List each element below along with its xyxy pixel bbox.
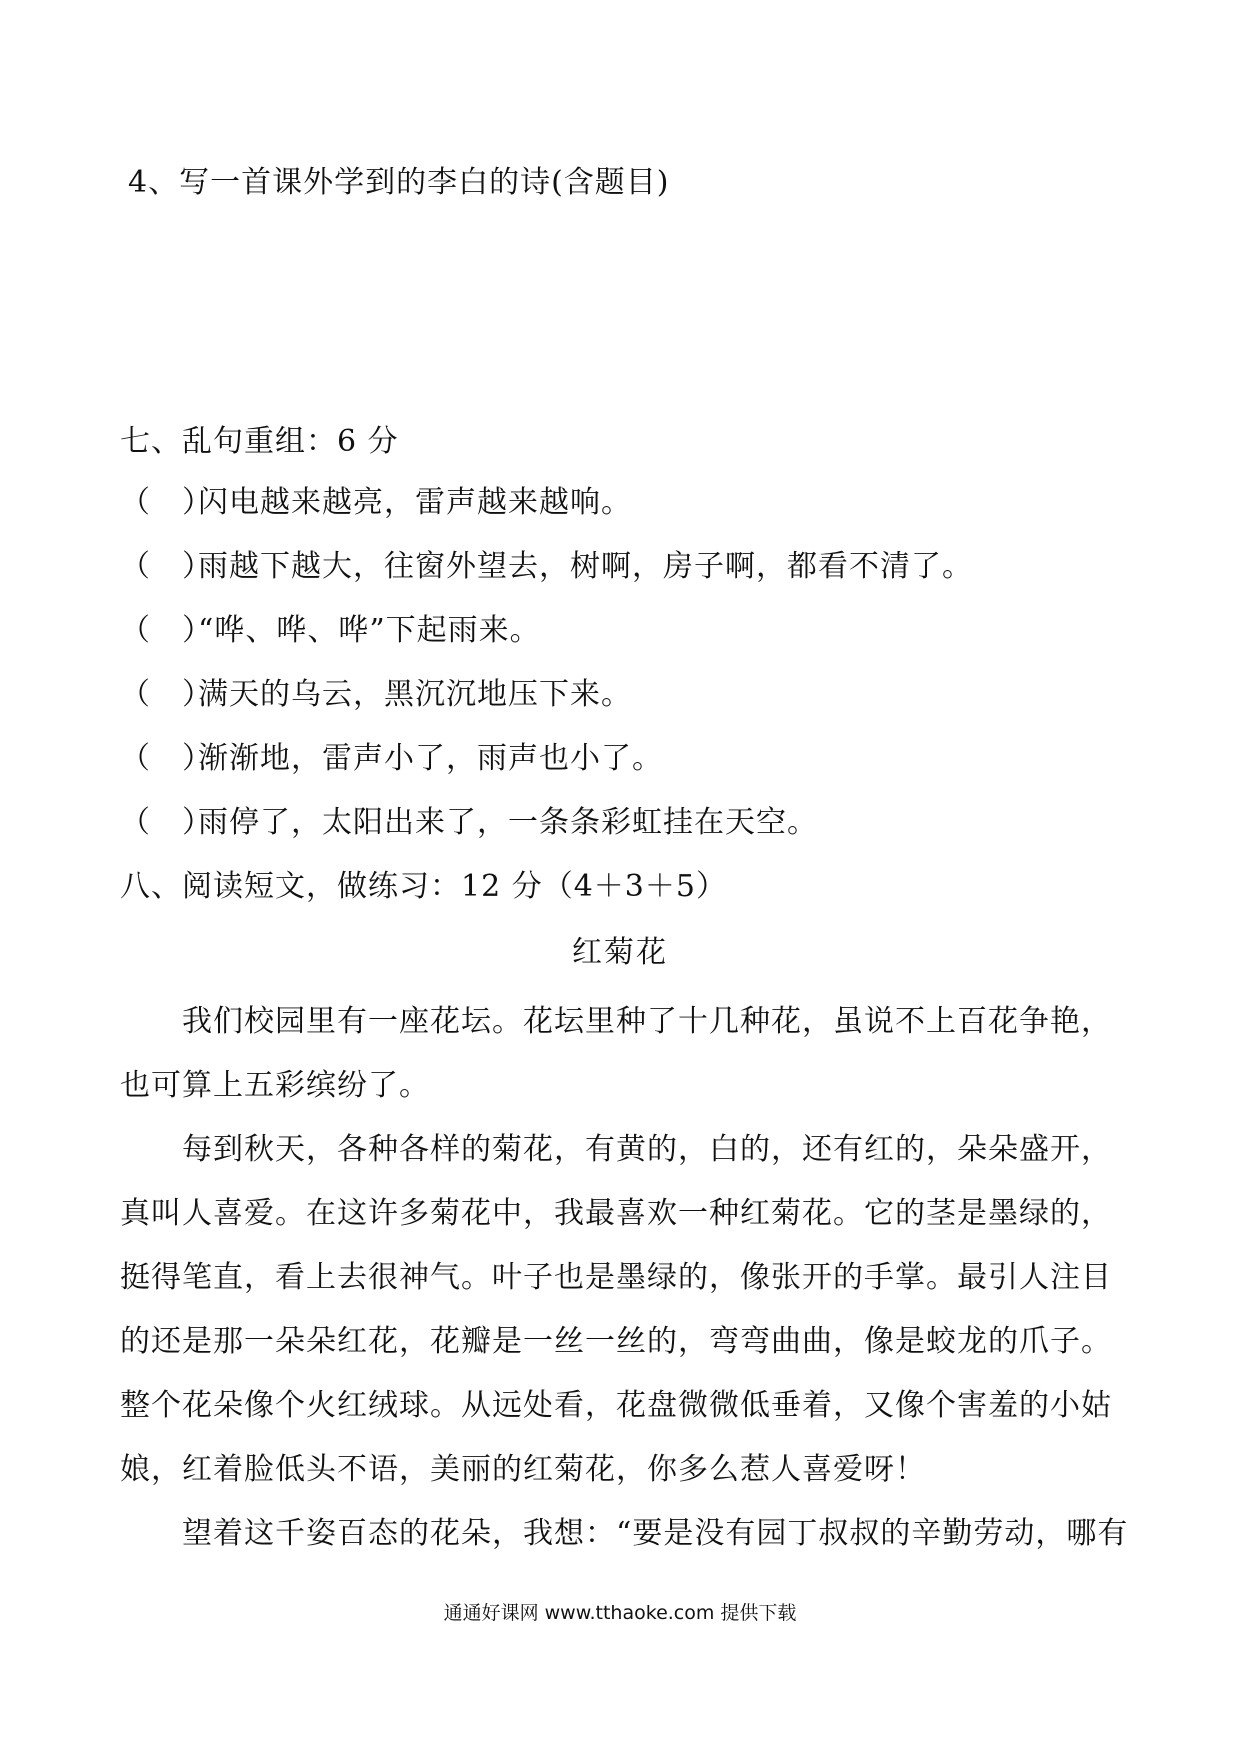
- reorder-item: [120, 803, 818, 843]
- reorder-item-text: “哗、哗、哗”下起雨来。: [198, 613, 541, 648]
- reorder-item-text: 雨停了，太阳出来了，一条条彩虹挂在天空。: [198, 805, 818, 840]
- reorder-item-text: 满天的乌云，黑沉沉地压下来。: [198, 677, 632, 712]
- answer-blank: （ ）: [120, 549, 213, 584]
- passage-line: 的还是那一朵朵红花，花瓣是一丝一丝的，弯弯曲曲，像是蛟龙的爪子。: [120, 1324, 1112, 1359]
- passage-line: 也可算上五彩缤纷了。: [120, 1068, 430, 1103]
- passage-line: 挺得笔直，看上去很神气。叶子也是墨绿的，像张开的手掌。最引人注目: [120, 1260, 1112, 1295]
- passage-title: 红菊花: [572, 935, 668, 970]
- section-8-heading: 八、阅读短文，做练习：12 分（4＋3＋5）: [120, 869, 727, 904]
- reorder-item-text: 渐渐地，雷声小了，雨声也小了。: [198, 741, 663, 776]
- passage-line: 每到秋天，各种各样的菊花，有黄的，白的，还有红的，朵朵盛开，: [182, 1132, 1112, 1167]
- footer-source: 通通好课网 www.tthaoke.com 提供下载: [443, 1602, 797, 1624]
- reorder-item: [120, 739, 663, 779]
- answer-blank: （ ）: [120, 677, 213, 712]
- answer-blank: （ ）: [120, 613, 213, 648]
- passage-line: 我们校园里有一座花坛。花坛里种了十几种花，虽说不上百花争艳，: [182, 1004, 1112, 1039]
- reorder-item: [120, 611, 541, 651]
- section-7-heading: 七、乱句重组：6 分: [120, 424, 399, 459]
- reorder-item: [120, 547, 973, 587]
- passage-line: 望着这千姿百态的花朵，我想：“要是没有园丁叔叔的辛勤劳动，哪有: [182, 1516, 1129, 1551]
- passage-line: 真叫人喜爱。在这许多菊花中，我最喜欢一种红菊花。它的茎是墨绿的，: [120, 1196, 1112, 1231]
- answer-blank: （ ）: [120, 485, 213, 520]
- reorder-item: [120, 483, 632, 523]
- passage-line: 娘，红着脸低头不语，美丽的红菊花，你多么惹人喜爱呀！: [120, 1452, 926, 1487]
- reorder-item-text: 闪电越来越亮，雷声越来越响。: [198, 485, 632, 520]
- reorder-item-text: 雨越下越大，往窗外望去，树啊，房子啊，都看不清了。: [198, 549, 973, 584]
- answer-blank: （ ）: [120, 741, 213, 776]
- reorder-item: [120, 675, 632, 715]
- question-4: 4、写一首课外学到的李白的诗(含题目): [128, 165, 670, 200]
- answer-blank: （ ）: [120, 805, 213, 840]
- passage-line: 整个花朵像个火红绒球。从远处看，花盘微微低垂着，又像个害羞的小姑: [120, 1388, 1112, 1423]
